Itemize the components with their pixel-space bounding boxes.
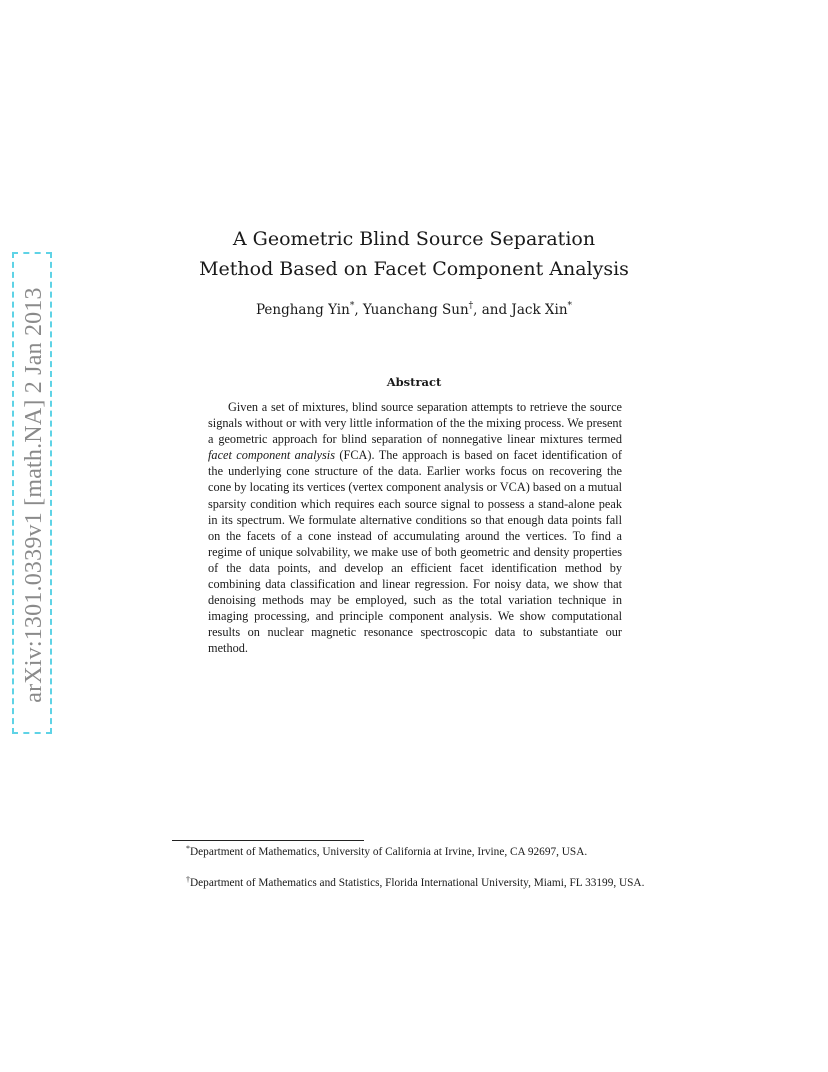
arxiv-identifier: arXiv:1301.0339v1 [math.NA] 2 Jan 2013 — [21, 287, 47, 703]
abstract-text-part-1: Given a set of mixtures, blind source separation attempts to retrieve the source signals without or with very little information of the the mixing process. We present a geometric approach for blind separation of nonnegative linear mixtures termed — [208, 400, 622, 447]
abstract-text — [208, 399, 622, 657]
affiliation-mark: * — [349, 301, 355, 311]
footnote-text: Department of Mathematics and Statistics, Florida International University, Miami, FL 33199, USA. — [190, 877, 645, 889]
author-name: Penghang Yin — [255, 302, 350, 318]
footnote — [172, 845, 658, 860]
footnote-divider — [172, 840, 364, 841]
title-line-2: Method Based on Facet Component Analysis — [199, 258, 629, 280]
affiliation-mark: † — [468, 301, 474, 311]
abstract-heading: Abstract — [386, 375, 442, 389]
paper-title — [150, 224, 678, 284]
author-name: Jack Xin — [511, 302, 568, 318]
affiliation-mark: * — [567, 301, 573, 311]
footnote-mark: † — [186, 875, 190, 884]
abstract-emphasis: facet component analysis — [208, 448, 335, 463]
footnote — [172, 876, 658, 891]
author-list — [150, 300, 678, 320]
title-line-1: A Geometric Blind Source Separation — [232, 228, 596, 250]
footnote-text: Department of Mathematics, University of California at Irvine, Irvine, CA 92697, USA. — [190, 846, 588, 858]
author-separator: , and — [473, 302, 512, 318]
abstract-text-part-2: (FCA). The approach is based on facet identification of the underlying cone structure of the data. Earlier works focus on recovering the cone by locating its vertices (vertex component analysis or VCA) based on a mutual sparsity condition which requires each source signal to possess a stand-alone peak in its spectrum. We formulate alternative conditions so that enough data points fall on the facets of a cone instead of accumulating around the vertices. To find a regime of unique solvability, we make use of both geometric and density properties of the data points, and develop an efficient facet identification method by combining data classification and linear regression. For noisy data, we show that denoising methods may be employed, such as the total variation technique in imaging processing, and principle component analysis. We show computational results on nuclear magnetic resonance spectroscopic data to substantiate our method. — [208, 448, 623, 656]
author-separator: , — [354, 302, 363, 318]
footnote-mark: * — [186, 844, 190, 853]
arxiv-stamp-frame — [12, 252, 52, 734]
author-name: Yuanchang Sun — [362, 302, 469, 318]
